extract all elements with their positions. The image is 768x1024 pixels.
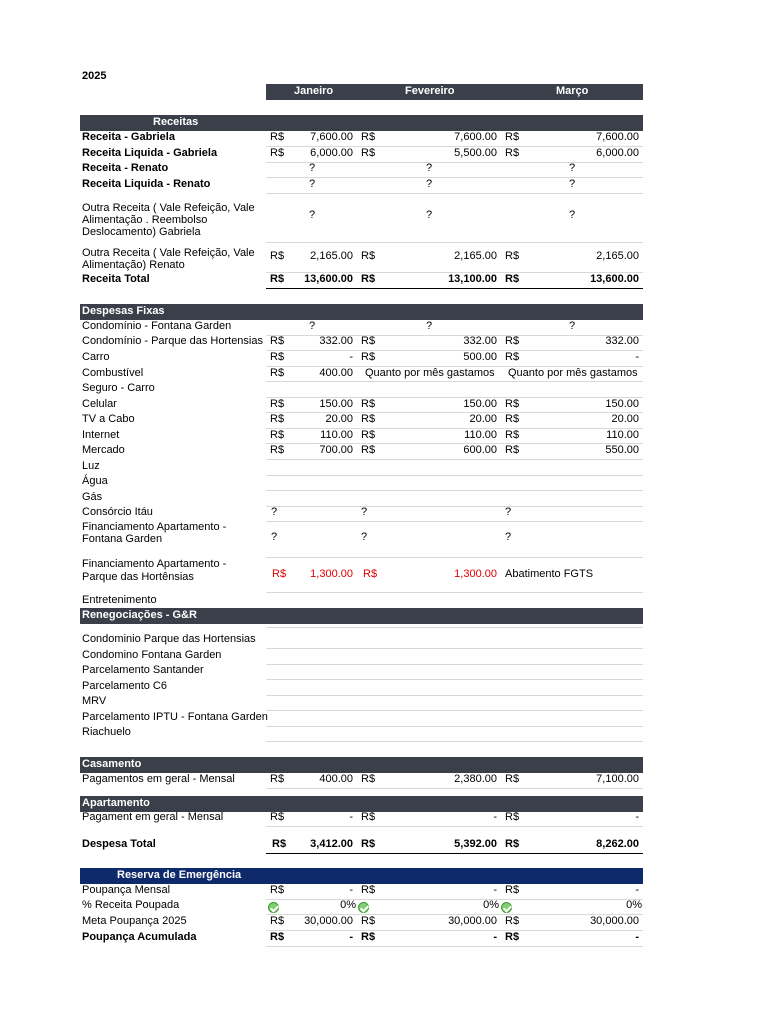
- row-label-line: Fontana Garden: [82, 533, 163, 545]
- row-tv-cabo: [80, 413, 643, 429]
- currency: R$: [270, 335, 285, 347]
- row-consorcio: [80, 506, 643, 522]
- currency: R$: [505, 811, 520, 823]
- value-jan: 7,600.00: [310, 131, 353, 143]
- value-mar: 150.00: [605, 398, 639, 410]
- row-pct-receita-poupada: [80, 899, 643, 915]
- currency: R$: [361, 429, 376, 441]
- section-reserva: [80, 868, 643, 884]
- currency: R$: [270, 429, 285, 441]
- currency: R$: [270, 884, 285, 896]
- currency: R$: [505, 773, 520, 785]
- row-label: Combustível: [82, 367, 144, 379]
- row-label: Celular: [82, 398, 117, 410]
- row-reneg-item: [80, 680, 643, 696]
- currency: R$: [505, 351, 520, 363]
- row-receita-liq-renato: [80, 178, 643, 194]
- row-label: Consórcio Itáu: [82, 506, 153, 518]
- currency: R$: [505, 444, 520, 456]
- currency: R$: [361, 250, 376, 262]
- row-label: TV a Cabo: [82, 413, 135, 425]
- value-jan: -: [349, 811, 353, 823]
- currency: R$: [270, 773, 285, 785]
- section-renegociacoes: [80, 608, 643, 624]
- row-label-line: Outra Receita ( Vale Refeição, Vale: [82, 202, 255, 214]
- row-agua: [80, 475, 643, 491]
- row-apartamento-pagamentos: [80, 811, 643, 827]
- row-poupanca-acumulada: [80, 931, 643, 947]
- row-label: Internet: [82, 429, 120, 441]
- value-mar: ?: [569, 320, 576, 332]
- currency: R$: [270, 444, 285, 456]
- value-mar: 7,100.00: [596, 773, 639, 785]
- month-fevereiro: Fevereiro: [405, 85, 455, 97]
- value-fev: 0%: [483, 899, 499, 911]
- value-jan: 1,300.00: [310, 568, 353, 580]
- row-label: Seguro - Carro: [82, 382, 155, 394]
- row-cond-fontana: [80, 320, 643, 336]
- row-label: Poupança Acumulada: [82, 931, 197, 943]
- row-label-line: Alimentação) Renato: [82, 259, 185, 271]
- currency: R$: [363, 568, 378, 580]
- year-label: 2025: [82, 70, 107, 82]
- value-jan: ?: [271, 506, 278, 518]
- currency: R$: [270, 273, 285, 285]
- value-jan: 3,412.00: [310, 838, 353, 850]
- value-mar: -: [635, 884, 639, 896]
- currency: R$: [505, 915, 520, 927]
- value-fev: 1,300.00: [454, 568, 497, 580]
- value-mar: 30,000.00: [590, 915, 639, 927]
- value-mar: 8,262.00: [596, 838, 639, 850]
- row-mercado: [80, 444, 643, 460]
- section-receitas-title: Receitas: [153, 116, 199, 128]
- row-label-line: Parque das Hortênsias: [82, 571, 194, 583]
- currency: R$: [361, 351, 376, 363]
- row-label: Água: [82, 475, 108, 487]
- value-jan: 110.00: [320, 429, 353, 441]
- currency: R$: [361, 931, 376, 943]
- currency: R$: [270, 413, 285, 425]
- currency: R$: [505, 147, 520, 159]
- value-fev: 7,600.00: [454, 131, 497, 143]
- note-fev: Quanto por mês gastamos: [365, 367, 495, 379]
- value-fev: -: [493, 884, 497, 896]
- section-despesas-fixas: [80, 304, 643, 320]
- value-jan: 150.00: [319, 398, 353, 410]
- currency: R$: [505, 413, 520, 425]
- value-jan: 700.00: [319, 444, 353, 456]
- row-casamento-pagamentos: [80, 773, 643, 789]
- value-jan: 400.00: [319, 773, 353, 785]
- value-mar: 0%: [626, 899, 642, 911]
- value-fev: 500.00: [463, 351, 497, 363]
- value-jan: -: [349, 884, 353, 896]
- value-fev: ?: [426, 320, 433, 332]
- value-mar: ?: [505, 531, 512, 543]
- section-apartamento-title: Apartamento: [82, 797, 150, 809]
- currency: R$: [270, 931, 285, 943]
- section-despesas-title: Despesas Fixas: [82, 305, 165, 317]
- value-fev: 150.00: [463, 398, 497, 410]
- row-reneg-item: [80, 695, 643, 711]
- currency: R$: [505, 250, 520, 262]
- note-mar: Quanto por mês gastamos: [508, 367, 638, 379]
- row-label: Riachuelo: [82, 726, 131, 738]
- currency: R$: [361, 811, 376, 823]
- section-apartamento: [80, 796, 643, 812]
- value-fev: -: [493, 931, 497, 943]
- value-fev: 5,392.00: [454, 838, 497, 850]
- currency: R$: [270, 367, 285, 379]
- currency: R$: [505, 838, 520, 850]
- value-fev: 2,165.00: [454, 250, 497, 262]
- currency: R$: [505, 335, 520, 347]
- row-label-line: Outra Receita ( Vale Refeição, Vale: [82, 247, 255, 259]
- value-mar: -: [635, 811, 639, 823]
- row-outra-receita-gabriela: [80, 202, 643, 242]
- value-fev: 5,500.00: [454, 147, 497, 159]
- value-fev: ?: [426, 209, 433, 221]
- section-reserva-title: Reserva de Emergência: [117, 869, 242, 881]
- row-label: Condomínio - Fontana Garden: [82, 320, 232, 332]
- currency: R$: [270, 131, 285, 143]
- row-receita-liq-gabriela: [80, 147, 643, 163]
- currency: R$: [361, 915, 376, 927]
- row-seguro-carro: [80, 382, 643, 398]
- check-circle-icon: [501, 902, 512, 913]
- row-label: Carro: [82, 351, 110, 363]
- value-jan: ?: [309, 178, 316, 190]
- value-mar: 110.00: [606, 429, 639, 441]
- row-label: Receita Liquida - Renato: [82, 178, 211, 190]
- value-fev: 2,380.00: [454, 773, 497, 785]
- currency: R$: [361, 444, 376, 456]
- row-label: Parcelamento Santander: [82, 664, 204, 676]
- row-gas: [80, 491, 643, 507]
- row-label: Meta Poupança 2025: [82, 915, 187, 927]
- currency: R$: [361, 131, 376, 143]
- row-label: Parcelamento IPTU - Fontana Garden: [82, 711, 268, 723]
- row-cond-parque: [80, 335, 643, 351]
- value-jan: 2,165.00: [310, 250, 353, 262]
- value-fev: 332.00: [463, 335, 497, 347]
- currency: R$: [505, 273, 520, 285]
- currency: R$: [361, 273, 376, 285]
- value-mar: 550.00: [605, 444, 639, 456]
- note-mar: Abatimento FGTS: [505, 568, 594, 580]
- currency: R$: [505, 931, 520, 943]
- row-label: Receita Liquida - Gabriela: [82, 147, 218, 159]
- currency: R$: [505, 398, 520, 410]
- row-label: Condomínio - Parque das Hortensias: [82, 335, 263, 347]
- row-label: MRV: [82, 695, 107, 707]
- row-label: Entretenimento: [82, 594, 157, 606]
- row-reneg-item: [80, 633, 643, 649]
- row-label: Luz: [82, 460, 100, 472]
- row-receita-gabriela: [80, 131, 643, 147]
- currency: R$: [270, 398, 285, 410]
- row-label: Mercado: [82, 444, 125, 456]
- value-mar: 13,600.00: [590, 273, 639, 285]
- row-reneg-item: [80, 711, 643, 727]
- value-jan: 332.00: [319, 335, 353, 347]
- value-mar: 6,000.00: [596, 147, 639, 159]
- currency: R$: [361, 398, 376, 410]
- row-label: Parcelamento C6: [82, 680, 167, 692]
- check-circle-icon: [268, 902, 279, 913]
- value-fev: 20.00: [469, 413, 497, 425]
- value-mar: -: [635, 351, 639, 363]
- value-jan: ?: [309, 320, 316, 332]
- value-mar: -: [635, 931, 639, 943]
- month-janeiro: Janeiro: [294, 85, 334, 97]
- currency: R$: [361, 335, 376, 347]
- currency: R$: [361, 773, 376, 785]
- row-luz: [80, 460, 643, 476]
- row-label-line: Alimentação . Reembolso: [82, 214, 208, 226]
- value-mar: ?: [505, 506, 512, 518]
- section-renegociacoes-title: Renegociações - G&R: [82, 609, 197, 621]
- value-jan: 6,000.00: [310, 147, 353, 159]
- row-fin-parque: [80, 558, 643, 586]
- currency: R$: [361, 147, 376, 159]
- section-receitas: [80, 115, 643, 131]
- currency: R$: [505, 884, 520, 896]
- currency: R$: [270, 351, 285, 363]
- currency: R$: [270, 915, 285, 927]
- row-carro: [80, 351, 643, 367]
- check-circle-icon: [358, 902, 369, 913]
- value-fev: ?: [361, 531, 368, 543]
- value-fev: 600.00: [463, 444, 497, 456]
- value-jan: ?: [309, 209, 316, 221]
- currency: R$: [361, 413, 376, 425]
- value-mar: 332.00: [605, 335, 639, 347]
- row-reneg-item: [80, 649, 643, 665]
- currency: R$: [361, 838, 376, 850]
- row-label-line: Deslocamento) Gabriela: [82, 226, 201, 238]
- value-mar: 7,600.00: [596, 131, 639, 143]
- row-poupanca-mensal: [80, 884, 643, 900]
- section-casamento: [80, 757, 643, 773]
- row-label: % Receita Poupada: [82, 899, 180, 911]
- row-label: Pagamentos em geral - Mensal: [82, 773, 235, 785]
- value-fev: 110.00: [464, 429, 497, 441]
- row-outra-receita-renato: [80, 247, 643, 275]
- row-label: Despesa Total: [82, 838, 156, 850]
- row-receita-total: [80, 273, 643, 289]
- currency: R$: [361, 884, 376, 896]
- row-label: Gás: [82, 491, 103, 503]
- month-marco: Março: [556, 85, 589, 97]
- row-label: Condomino Fontana Garden: [82, 649, 222, 661]
- value-jan: ?: [271, 531, 278, 543]
- value-fev: ?: [426, 178, 433, 190]
- currency: R$: [505, 429, 520, 441]
- row-meta-poupanca: [80, 915, 643, 931]
- value-jan: 13,600.00: [304, 273, 353, 285]
- month-header: [266, 84, 643, 100]
- value-jan: -: [349, 351, 353, 363]
- currency: R$: [505, 131, 520, 143]
- row-label: Receita Total: [82, 273, 150, 285]
- value-jan: 0%: [340, 899, 356, 911]
- value-fev: -: [493, 811, 497, 823]
- currency: R$: [270, 147, 285, 159]
- currency: R$: [270, 811, 285, 823]
- value-jan: 400.00: [319, 367, 353, 379]
- row-reneg-item: [80, 726, 643, 742]
- row-label: Pagament em geral - Mensal: [82, 811, 224, 823]
- value-mar: ?: [569, 178, 576, 190]
- value-fev: ?: [426, 162, 433, 174]
- value-jan: 30,000.00: [304, 915, 353, 927]
- value-fev: 30,000.00: [448, 915, 497, 927]
- row-despesa-total: [80, 838, 643, 854]
- value-jan: ?: [309, 162, 316, 174]
- value-fev: ?: [361, 506, 368, 518]
- value-mar: ?: [569, 162, 576, 174]
- value-jan: -: [349, 931, 353, 943]
- row-label-line: Financiamento Apartamento -: [82, 521, 227, 533]
- value-mar: 2,165.00: [596, 250, 639, 262]
- row-label: Receita - Renato: [82, 162, 169, 174]
- currency: R$: [272, 838, 287, 850]
- row-fin-fontana: [80, 521, 643, 551]
- row-reneg-item: [80, 664, 643, 680]
- value-mar: ?: [569, 209, 576, 221]
- row-label-line: Financiamento Apartamento -: [82, 558, 227, 570]
- value-mar: 20.00: [611, 413, 639, 425]
- row-receita-renato: [80, 162, 643, 178]
- section-casamento-title: Casamento: [82, 758, 142, 770]
- row-label: Receita - Gabriela: [82, 131, 175, 143]
- value-jan: 20.00: [325, 413, 353, 425]
- row-label: Poupança Mensal: [82, 884, 171, 896]
- currency: R$: [272, 568, 287, 580]
- value-fev: 13,100.00: [448, 273, 497, 285]
- row-label: Condominio Parque das Hortensias: [82, 633, 256, 645]
- currency: R$: [270, 250, 285, 262]
